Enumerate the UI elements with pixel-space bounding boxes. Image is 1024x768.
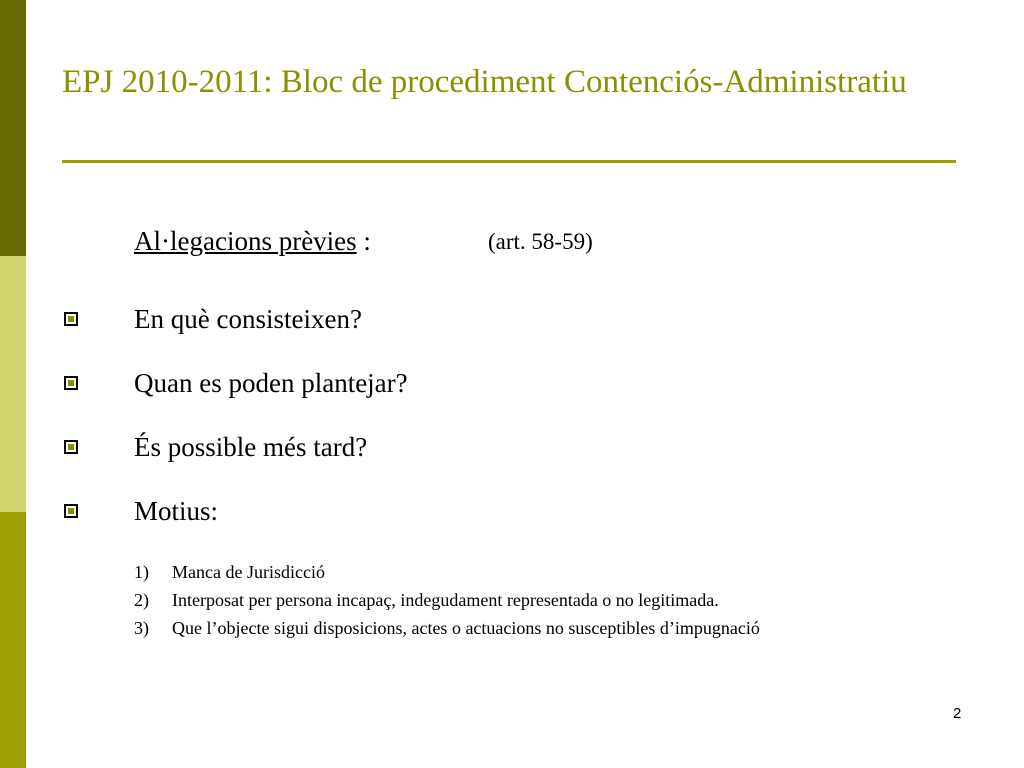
square-bullet-icon <box>64 312 78 326</box>
subheading-colon: : <box>356 226 371 256</box>
title-divider <box>62 160 956 163</box>
bullet-text: En què consisteixen? <box>134 304 362 334</box>
reason-text: Que l’objecte sigui disposicions, actes o actuacions no susceptibles d’impugnació <box>172 618 760 638</box>
square-bullet-icon <box>64 504 78 518</box>
left-accent-bar-bottom <box>0 512 26 768</box>
left-accent-bar-middle <box>0 256 26 512</box>
reason-number: 2) <box>134 590 149 610</box>
article-reference: (art. 58-59) <box>488 229 593 254</box>
bullet-item <box>64 431 864 471</box>
bullet-text: És possible més tard? <box>134 432 368 462</box>
left-accent-bar-top <box>0 0 26 256</box>
bullet-item <box>64 367 864 407</box>
reason-item <box>134 558 760 586</box>
page-number: 2 <box>953 705 962 722</box>
reason-text: Manca de Jurisdicció <box>172 562 325 582</box>
reason-text: Interposat per persona incapaç, indegudament representada o no legitimada. <box>172 590 719 610</box>
subheading-label: Al·legacions prèvies <box>134 226 357 256</box>
bullet-item <box>64 303 864 343</box>
reasons-list <box>134 558 760 642</box>
square-bullet-icon <box>64 440 78 454</box>
subheading <box>134 224 593 258</box>
bullet-item <box>64 495 864 535</box>
slide-title: EPJ 2010-2011: Bloc de procediment Contenciós-Administratiu <box>62 64 907 100</box>
bullet-text: Quan es poden plantejar? <box>134 368 408 398</box>
reason-number: 1) <box>134 562 149 582</box>
reason-number: 3) <box>134 618 149 638</box>
bullet-text: Motius: <box>134 496 219 526</box>
square-bullet-icon <box>64 376 78 390</box>
reason-item <box>134 614 760 642</box>
reason-item <box>134 586 760 614</box>
